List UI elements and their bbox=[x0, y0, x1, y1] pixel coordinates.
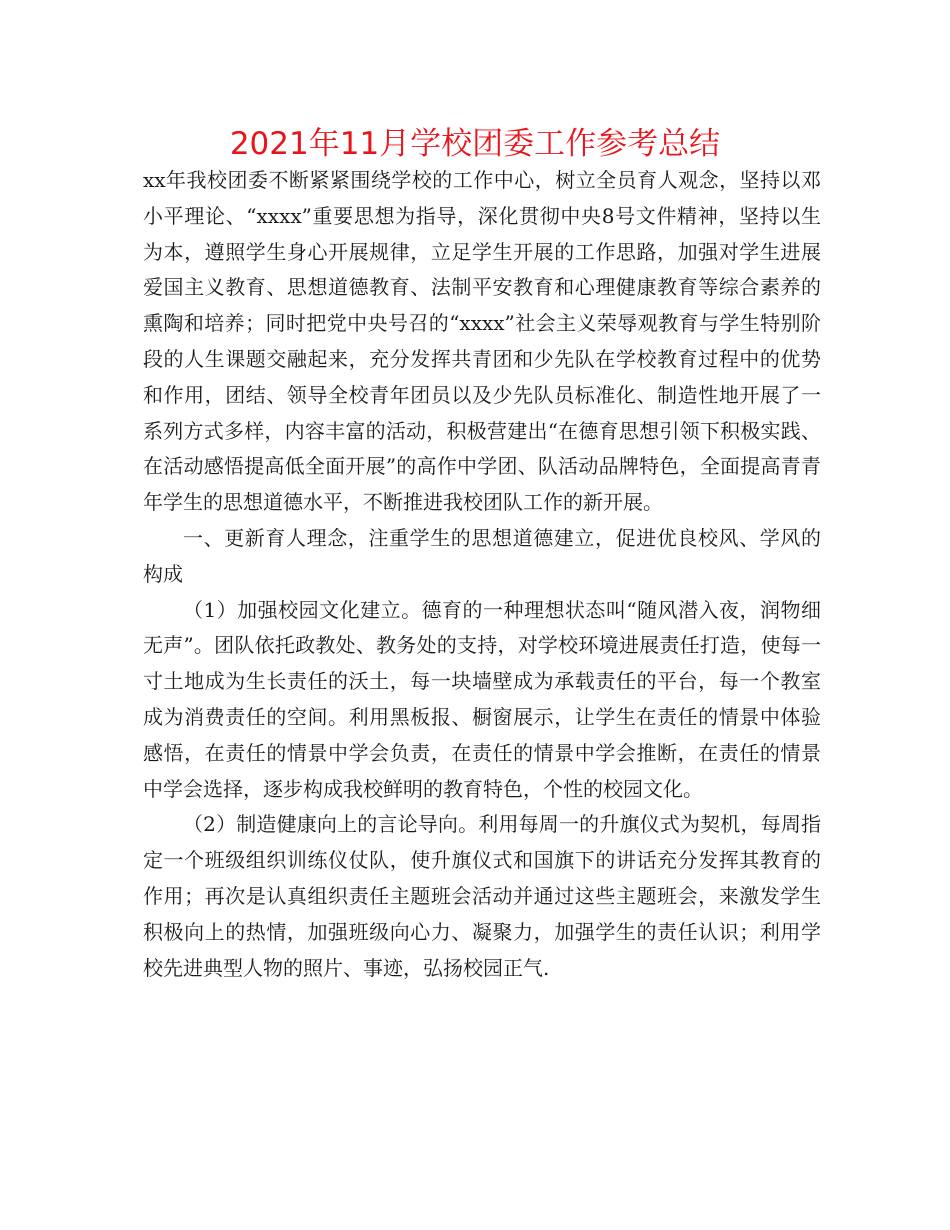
section-heading: 一、更新育人理念，注重学生的思想道德建立，促进优良校风、学风的构成 bbox=[143, 525, 821, 586]
item-paragraph-2: （2）制造健康向上的言论导向。利用每周一的升旗仪式为契机，每周指定一个班级组织训练仪仗队，使升旗仪式和国旗下的讲话充分发挥其教育的作用；再次是认真组织责任主题班会活动并通过这些主题班会，来激发学生积极向上的热情，加强班级向心力、凝聚力，加强学生的责任认识；利用学校先进典型人物的照片、事迹，弘扬校园正气. bbox=[143, 812, 821, 980]
document-body bbox=[143, 163, 821, 986]
intro-paragraph: xx年我校团委不断紧紧围绕学校的工作中心，树立全员育人观念，坚持以邓小平理论、“xxxx”重要思想为指导，深化贯彻中央8号文件精神，坚持以生为本，遵照学生身心开展规律，立足学生开展的工作思路，加强对学生进展爱国主义教育、思想道德教育、法制平安教育和心理健康教育等综合素养的熏陶和培养；同时把党中央号召的“xxxx”社会主义荣辱观教育与学生特别阶段的人生课题交融起来，充分发挥共青团和少先队在学校教育过程中的优势和作用，团结、领导全校青年团员以及少先队员标准化、制造性地开展了一系列方式多样，内容丰富的活动，积极营建出“在德育思想引领下积极实践、在活动感悟提高低全面开展”的高作中学团、队活动品牌特色，全面提高青青年学生的思想道德水平，不断推进我校团队工作的新开展。 bbox=[143, 168, 821, 515]
item-paragraph-1: （1）加强校园文化建立。德育的一种理想状态叫“随风潜入夜，润物细无声”。团队依托政教处、教务处的支持，对学校环境进展责任打造，使每一寸土地成为生长责任的沃土，每一块墙壁成为承载责任的平台，每一个教室成为消费责任的空间。利用黑板报、橱窗展示，让学生在责任的情景中体验感悟，在责任的情景中学会负责，在责任的情景中学会推断，在责任的情景中学会选择，逐步构成我校鲜明的教育特色，个性的校园文化。 bbox=[143, 597, 821, 801]
document-title: 2021年11月学校团委工作参考总结 bbox=[229, 126, 721, 162]
